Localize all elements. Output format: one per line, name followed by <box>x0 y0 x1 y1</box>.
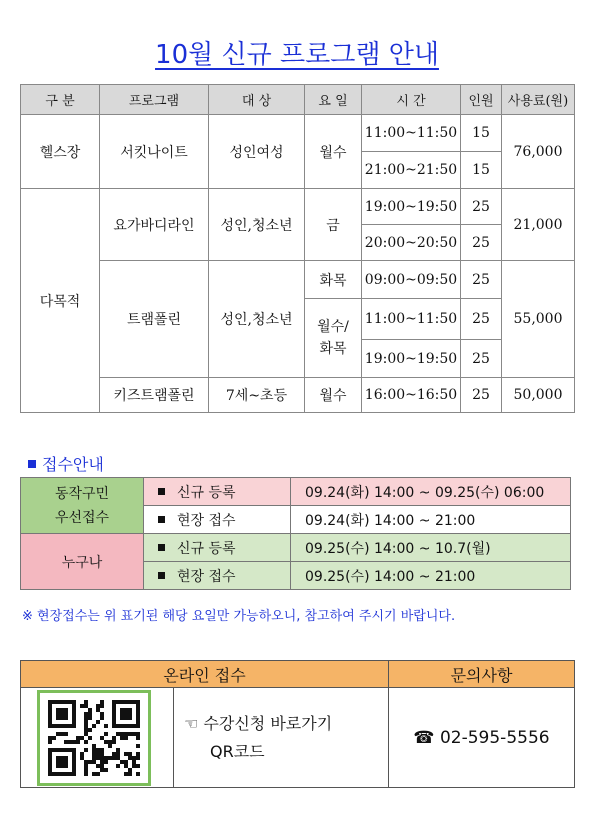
program-fee: 55,000 <box>502 261 575 378</box>
reg-type: 현장 접수 <box>144 562 291 590</box>
registration-heading: 접수안내 <box>28 452 104 475</box>
program-time: 19:00~19:50 <box>362 189 461 225</box>
program-days: 금 <box>305 189 362 261</box>
square-bullet-icon <box>158 488 165 495</box>
header-fee: 사용료(원) <box>502 85 575 115</box>
enroll-link[interactable] <box>174 688 389 788</box>
table-row <box>21 189 575 225</box>
contact-table <box>20 660 575 788</box>
table-row <box>21 478 571 506</box>
table-row <box>21 534 571 562</box>
program-name: 서킷나이트 <box>100 115 209 189</box>
program-fee: 76,000 <box>502 115 575 189</box>
program-time: 16:00~16:50 <box>362 378 461 413</box>
square-bullet-icon <box>28 460 36 468</box>
program-time: 21:00~21:50 <box>362 152 461 189</box>
contact-header: 문의사항 <box>389 661 575 688</box>
online-header: 온라인 접수 <box>21 661 389 688</box>
enroll-link-label: ☜ 수강신청 바로가기 <box>184 713 333 733</box>
program-capacity: 25 <box>461 299 502 340</box>
header-capacity: 인원 <box>461 85 502 115</box>
qr-label: QR코드 <box>210 741 265 761</box>
page-title: 10월 신규 프로그램 안내 <box>155 40 439 70</box>
program-capacity: 25 <box>461 189 502 225</box>
program-target: 성인,청소년 <box>209 261 305 378</box>
program-name: 요가바디라인 <box>100 189 209 261</box>
reg-period: 09.24(화) 14:00 ~ 09.25(수) 06:00 <box>291 478 571 506</box>
qr-code-icon[interactable] <box>37 690 151 786</box>
program-name: 트램폴린 <box>100 261 209 378</box>
program-time: 09:00~09:50 <box>362 261 461 299</box>
square-bullet-icon <box>158 516 165 523</box>
program-days: 화목 <box>305 261 362 299</box>
reg-type: 신규 등록 <box>144 478 291 506</box>
square-bullet-icon <box>158 572 165 579</box>
header-days: 요 일 <box>305 85 362 115</box>
qr-cell <box>21 688 174 788</box>
square-bullet-icon <box>158 544 165 551</box>
program-table-header <box>21 85 575 115</box>
program-target: 성인여성 <box>209 115 305 189</box>
program-time: 11:00~11:50 <box>362 299 461 340</box>
table-row <box>21 378 575 413</box>
reg-period: 09.24(화) 14:00 ~ 21:00 <box>291 506 571 534</box>
program-target: 7세~초등 <box>209 378 305 413</box>
header-category: 구 분 <box>21 85 100 115</box>
program-capacity: 25 <box>461 378 502 413</box>
reg-type: 신규 등록 <box>144 534 291 562</box>
program-target: 성인,청소년 <box>209 189 305 261</box>
program-days: 월수 <box>305 378 362 413</box>
phone-number[interactable]: ☎ 02-595-5556 <box>389 688 575 788</box>
category-multi: 다목적 <box>21 189 100 413</box>
program-days: 월수 <box>305 115 362 189</box>
header-time: 시 간 <box>362 85 461 115</box>
program-name: 키즈트램폴린 <box>100 378 209 413</box>
program-time: 19:00~19:50 <box>362 340 461 378</box>
group-label-everyone: 누구나 <box>21 534 144 590</box>
qr-code-image <box>48 700 140 776</box>
category-gym: 헬스장 <box>21 115 100 189</box>
reg-type: 현장 접수 <box>144 506 291 534</box>
program-fee: 50,000 <box>502 378 575 413</box>
program-days: 월수/ 화목 <box>305 299 362 378</box>
program-capacity: 25 <box>461 340 502 378</box>
program-time: 11:00~11:50 <box>362 115 461 152</box>
table-row <box>21 261 575 299</box>
program-capacity: 25 <box>461 261 502 299</box>
reg-period: 09.25(수) 14:00 ~ 10.7(월) <box>291 534 571 562</box>
program-capacity: 25 <box>461 225 502 261</box>
table-row <box>21 115 575 152</box>
program-capacity: 15 <box>461 152 502 189</box>
program-capacity: 15 <box>461 115 502 152</box>
group-label-residents: 동작구민 우선접수 <box>21 478 144 534</box>
notice-text: ※ 현장접수는 위 표기된 해당 요일만 가능하오니, 참고하여 주시기 바랍니다. <box>22 609 456 624</box>
registration-table <box>20 477 571 590</box>
header-program: 프로그램 <box>100 85 209 115</box>
header-target: 대 상 <box>209 85 305 115</box>
reg-period: 09.25(수) 14:00 ~ 21:00 <box>291 562 571 590</box>
program-fee: 21,000 <box>502 189 575 261</box>
program-table <box>20 84 575 413</box>
program-time: 20:00~20:50 <box>362 225 461 261</box>
